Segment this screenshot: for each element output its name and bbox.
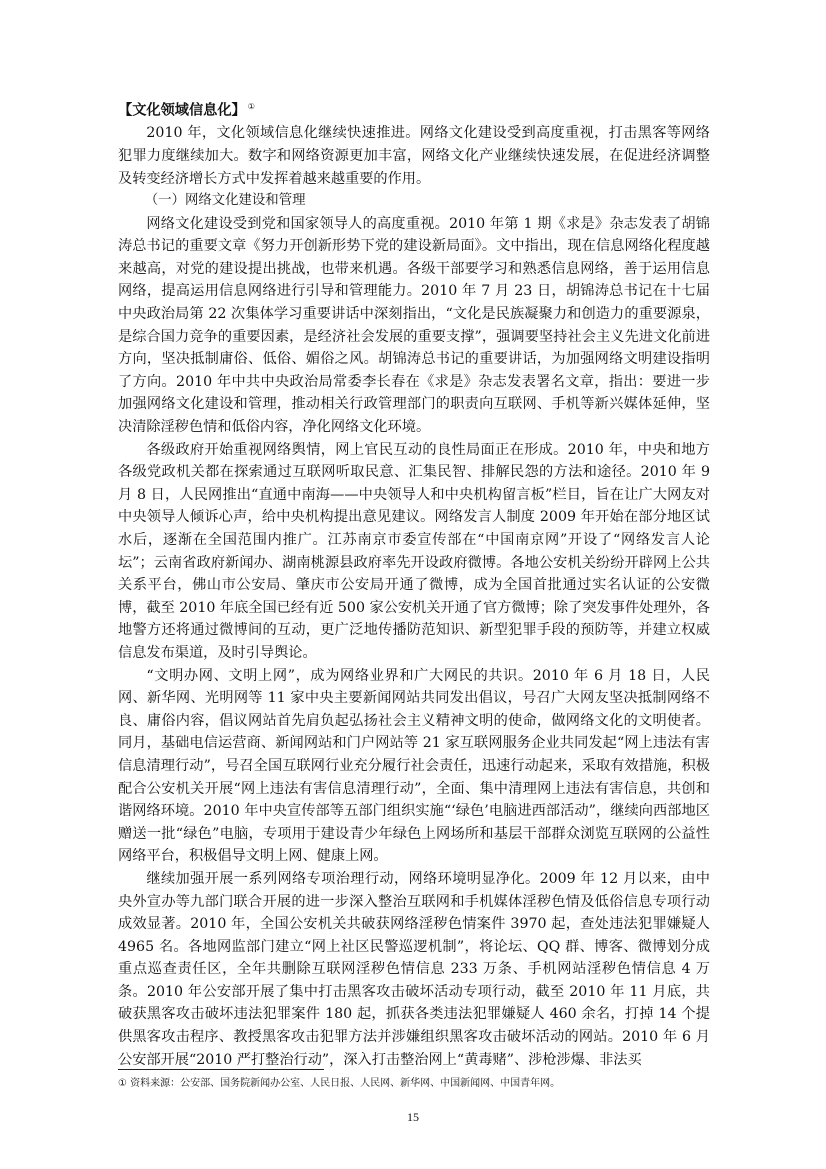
section-heading <box>118 96 710 122</box>
body-paragraph: 各级政府开始重视网络舆情，网上官民互动的良性局面正在形成。2010 年，中央和地方各级党政机关都在探索通过互联网听取民意、汇集民智、排解民怨的方法和途径。2010 年 9 月 8 日，人民网推出“直通中南海——中央领导人和中央机构留言板”栏目，旨在让广大网友对中央领导人倾诉心声，给中央机构提出意见建议。网络发言人制度 2009 年开始在部分地区试水后，逐渐在全国范围内推广。江苏南京市委宣传部在“中国南京网”开设了“网络发言人论坛”；云南省政府新闻办、湖南桃源县政府率先开设政府微博。各地公安机关纷纷开辟网上公共关系平台，佛山市公安局、肇庆市公安局开通了微博，成为全国首批通过实名认证的公安微博，截至 2010 年底全国已经有近 500 家公安机关开通了官方微博；除了突发事件处理外，各地警方还将通过微博间的互动，更广泛地传播防范知识、新型犯罪手段的预防等，并建立权威信息发布渠道，及时引导舆论。 <box>118 441 710 661</box>
body-paragraph: 继续加强开展一系列网络专项治理行动，网络环境明显净化。2009 年 12 月以来，由中央外宣办等九部门联合开展的进一步深入整治互联网和手机媒体淫秽色情及低俗信息专项行动成效显著。2010 年，全国公安机关共破获网络淫秽色情案件 3970 起，查处违法犯罪嫌疑人 4965 名。各地网监部门建立“网上社区民警巡逻机制”，将论坛、QQ 群、博客、微博划分成重点巡查责任区，全年共删除互联网淫秽色情信息 233 万条、手机网站淫秽色情信息 4 万条。2010 年公安部开展了集中打击黑客攻击破坏活动专项行动，截至 2010 年 11 月底，共破获黑客攻击破坏违法犯罪案件 180 起，抓获各类违法犯罪嫌疑人 460 余名，打掉 14 个提供黑客攻击程序、教授黑客攻击犯罪方法并涉嫌组织黑客攻击破坏活动的网站。2010 年 6 月公安部开展“2010 严打整治行动”，深入打击整治网上“黄毒赌”、涉枪涉爆、非法买 <box>118 870 710 1068</box>
body-paragraph: “文明办网、文明上网”，成为网络业界和广大网民的共识。2010 年 6 月 18 日，人民网、新华网、光明网等 11 家中央主要新闻网站共同发出倡议，号召广大网友坚决抵制网络不良、庸俗内容，倡议网站首先肩负起弘扬社会主义精神文明的使命，做网络文化的文明使者。同月，基础电信运营商、新闻网站和门户网站等 21 家互联网服务企业共同发起“网上违法有害信息清理行动”，号召全国互联网行业充分履行社会责任，迅速行动起来，采取有效措施，积极配合公安机关开展“网上违法有害信息清理行动”，全面、集中清理网上违法有害信息，共创和谐网络环境。2010 年中央宣传部等五部门组织实施“‘绿色’电脑进西部活动”，继续向西部地区赠送一批“绿色”电脑，专项用于建设青少年绿色上网场所和基层干部群众浏览互联网的公益性网络平台，积极倡导文明上网、健康上网。 <box>118 667 710 865</box>
page-number: 15 <box>407 1110 419 1124</box>
footnote-divider <box>118 1069 324 1070</box>
document-body <box>118 96 710 1071</box>
footnote-marker[interactable]: ① <box>247 102 255 111</box>
section-heading-text: 【文化领域信息化】 <box>118 102 246 119</box>
footnote: ① 资料来源：公安部、国务院新闻办公室、人民日报、人民网、新华网、中国新闻网、中国青年网。 <box>118 1078 561 1089</box>
subsection-heading: （一）网络文化建设和管理 <box>144 193 306 209</box>
body-paragraph: 网络文化建设受到党和国家领导人的高度重视。2010 年第 1 期《求是》杂志发表了胡锦涛总书记的重要文章《努力开创新形势下党的建设新局面》。文中指出，现在信息网络化程度越来越高，对党的建设提出挑战，也带来机遇。各级干部要学习和熟悉信息网络，善于运用信息网络，提高运用信息网络进行引导和管理能力。2010 年 7 月 23 日，胡锦涛总书记在十七届中央政治局第 22 次集体学习重要讲话中深刻指出，“文化是民族凝聚力和创造力的重要源泉，是综合国力竞争的重要因素，是经济社会发展的重要支撑”，强调要坚持社会主义先进文化前进方向，坚决抵制庸俗、低俗、媚俗之风。胡锦涛总书记的重要讲话，为加强网络文明建设指明了方向。2010 年中共中央政治局常委李长春在《求是》杂志发表署名文章，指出：要进一步加强网络文化建设和管理，推动相关行政管理部门的职责向互联网、手机等新兴媒体延伸，坚决清除淫秽色情和低俗内容，净化网络文化环境。 <box>118 215 710 436</box>
intro-paragraph: 2010 年，文化领域信息化继续快速推进。网络文化建设受到高度重视，打击黑客等网络犯罪力度继续加大。数字和网络资源更加丰富，网络文化产业继续快速发展，在促进经济调整及转变经济增长方式中发挥着越来越重要的作用。 <box>118 125 710 187</box>
